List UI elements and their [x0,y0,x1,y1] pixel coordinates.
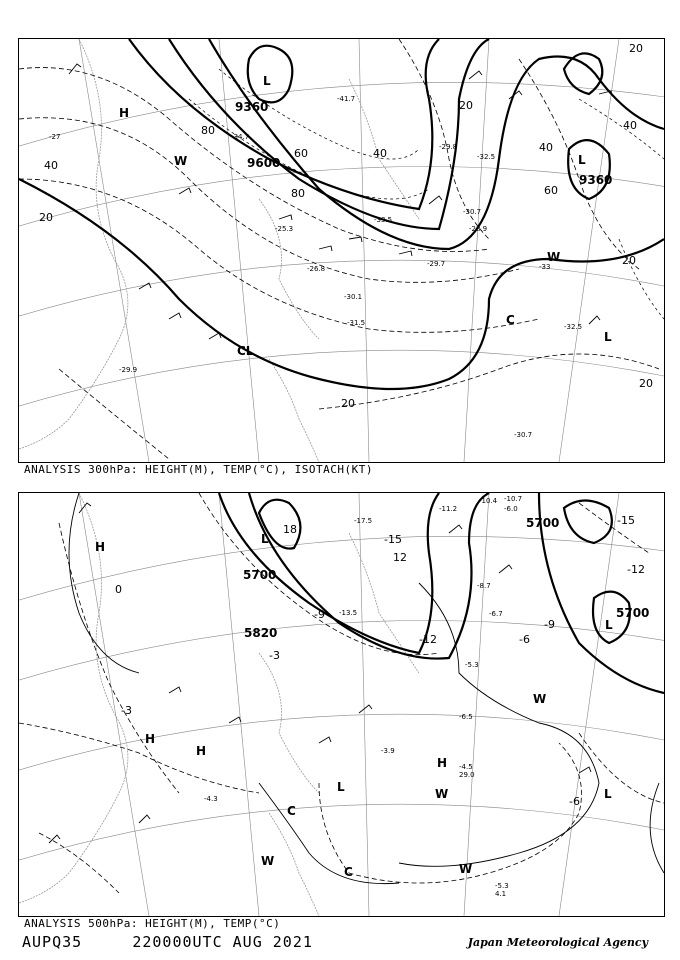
height-contours [19,39,664,389]
temp-label: -41.7 [337,95,356,103]
isotherm-label: 18 [283,523,297,536]
temp-label: -32.5 [477,153,496,161]
height-label: 5820 [244,626,278,640]
temp-label: -31.5 [347,319,366,327]
center-marker: H [119,106,130,120]
obs-label: -11.2 [439,505,458,513]
center-marker: W [459,862,473,876]
obs-label: 4.1 [495,890,507,898]
isotherm-label: 0 [115,583,122,596]
isotherm-label: 12 [393,551,407,564]
center-marker: H [95,540,106,554]
isotherm-label: -15 [617,514,635,527]
height-label-b: 9600 [247,156,281,170]
center-marker: W [435,787,449,801]
isotherm-label: -9 [314,608,325,621]
center-marker: L [578,153,586,167]
isotach-label: 20 [459,99,473,112]
coastline [19,493,419,916]
temp-label: -28.9 [469,225,488,233]
isotach-label: 60 [544,184,558,197]
temp-label: -34.7 [231,133,250,141]
center-marker: L [604,787,612,801]
obs-label: -6.7 [489,610,503,618]
isotherm-label: -12 [419,633,437,646]
obs-label: -5.3 [465,661,479,669]
isotherm-label: -12 [627,563,645,576]
temp-label: -32.5 [564,323,583,331]
isotherm-label: -3 [121,704,132,717]
height-label-c: 9360 [579,173,613,187]
isotach-label: 20 [39,211,53,224]
isotherm-label: -6 [519,633,530,646]
isotach-label: 40 [373,147,387,160]
panel-caption-500: ANALYSIS 500hPa: HEIGHT(M), TEMP(°C) [24,917,281,930]
map-300hpa-canvas [19,39,664,462]
obs-label: -6.5 [459,713,473,721]
temp-label: -25.3 [275,225,294,233]
obs-label: -6.0 [504,505,518,513]
isotach-label: 20 [639,377,653,390]
temp-label: -33.5 [374,216,393,224]
center-marker: W [547,250,561,264]
isotherms [19,493,664,893]
isotherm-label: -15 [384,533,402,546]
temp-label: -26.8 [307,265,326,273]
map-300hpa [18,38,665,463]
obs-label: -10.7 [504,495,523,503]
isotach-label: 80 [291,187,305,200]
center-marker: H [196,744,207,758]
chart-footer [22,933,313,951]
center-marker: W [261,854,275,868]
center-marker: C [506,313,515,327]
temp-label: -33 [539,263,551,271]
height-label: 5700 [616,606,650,620]
center-marker: L [604,330,612,344]
center-marker: CL [237,344,254,358]
obs-label: -17.5 [354,517,373,525]
center-marker: H [145,732,156,746]
map-500hpa-canvas [19,493,664,916]
issuer-agency: Japan Meteorological Agency [467,936,648,949]
temp-label: -27 [49,133,61,141]
temp-label: -29.9 [119,366,138,374]
center-marker: W [174,154,188,168]
center-marker: L [261,532,269,546]
center-marker: L [263,74,271,88]
wind-barbs [49,503,591,843]
temp-label: -30.7 [463,208,482,216]
isotach-label: 80 [201,124,215,137]
graticule [19,493,664,916]
isotherm-label: -6 [569,795,580,808]
center-marker: W [533,692,547,706]
obs-label: -4.3 [204,795,218,803]
center-marker: C [287,804,296,818]
isohypse-thin [69,493,664,884]
obs-label: -10.4 [479,497,498,505]
center-marker: H [437,756,448,770]
isotach-label: 40 [44,159,58,172]
center-marker: C [344,865,353,879]
obs-label: -3.9 [381,747,395,755]
isotherm-label: -9 [544,618,555,631]
isotach-label: 60 [294,147,308,160]
temp-label: -29.7 [427,260,446,268]
center-marker: L [337,780,345,794]
isotherm-label: -3 [269,649,280,662]
height-label: 5700 [243,568,277,582]
center-marker: L [605,618,613,632]
valid-time: 220000UTC AUG 2021 [132,933,313,951]
temp-label: -30.1 [344,293,363,301]
obs-label: 29.0 [459,771,475,779]
temp-label: -29.8 [439,143,458,151]
isotach-label: 20 [622,254,636,267]
obs-label: -8.7 [477,582,491,590]
panel-caption-300: ANALYSIS 300hPa: HEIGHT(M), TEMP(°C), ISOTACH(KT) [24,463,374,476]
height-label-a: 9360 [235,100,269,114]
isotach-label: 20 [629,42,643,55]
obs-label: -5.3 [495,882,509,890]
height-label: 5700 [526,516,560,530]
coastline [19,39,419,462]
isotach-label: 40 [539,141,553,154]
chart-code: AUPQ35 [22,933,83,951]
obs-label: -13.5 [339,609,358,617]
obs-label: -4.5 [459,763,473,771]
isotach-label: 20 [341,397,355,410]
map-500hpa [18,492,665,917]
temp-label: -30.7 [514,431,533,439]
isotach-label: 40 [623,119,637,132]
